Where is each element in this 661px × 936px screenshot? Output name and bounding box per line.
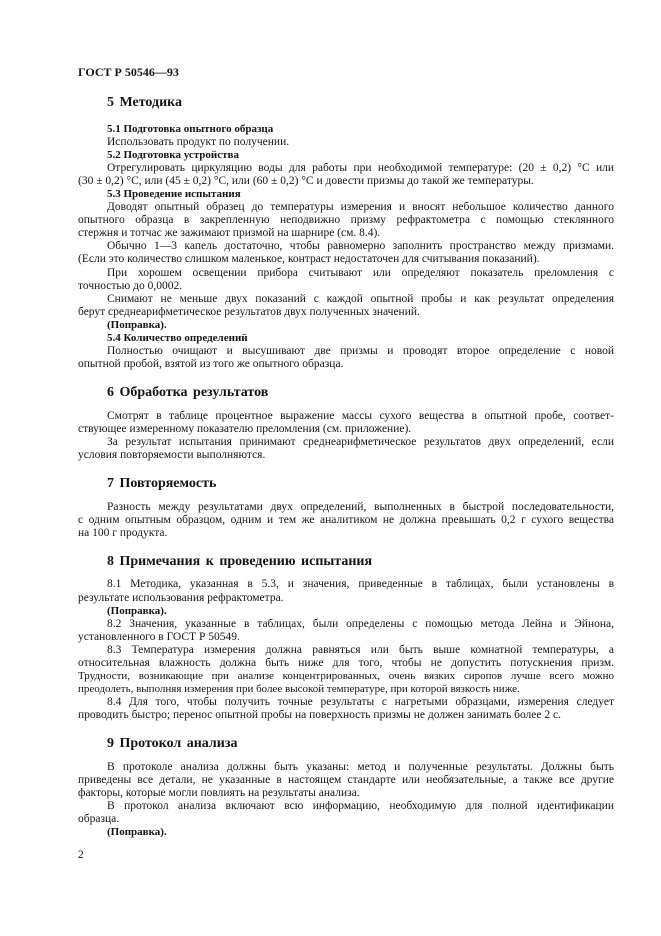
section-repeatability xyxy=(78,477,614,540)
paragraph-line: Трудности, возникающие при анализе концентрированных, очень вязких сиропов лучше всего можно xyxy=(78,670,614,683)
paragraph xyxy=(78,436,614,462)
paragraph-line: За результат испытания принимают среднеарифметическое результатов двух определений, если xyxy=(107,435,614,448)
paragraph-line: Отрегулировать циркуляцию воды для работы при необходимой температуре: (20 ± 0,2) °C или xyxy=(107,161,614,174)
paragraph-line: Обычно 1—3 капель достаточно, чтобы равномерно заполнить пространство между призмами. xyxy=(107,240,614,253)
paragraph xyxy=(78,345,614,371)
correction-note: (Поправка). xyxy=(107,318,167,331)
paragraph-line: точностью до 0,0002. xyxy=(78,279,183,292)
paragraph-line: результате использования рефрактометра. xyxy=(78,591,284,604)
paragraph-line: 8.4 Для того, чтобы получить точные результаты с нагретыми образцами, измерения следует xyxy=(107,696,614,709)
paragraph-line: установленного в ГОСТ Р 50549. xyxy=(78,630,240,643)
paragraph-line: приведены все детали, не указанные в настоящем стандарте или необязательные, а также все другие xyxy=(78,774,614,787)
section-heading: 9 Протокол анализа xyxy=(107,736,238,752)
paragraph-line: Полностью очищают и высушивают две призмы и проводят второе определение с новой xyxy=(107,345,614,358)
paragraph xyxy=(78,696,614,722)
paragraph-line: 8.3 Температура измерения должна равняться или быть выше комнатной температуры, а xyxy=(107,643,614,656)
paragraph-line: В протокол анализа включают всю информацию, необходимую для полной идентификации xyxy=(107,800,614,813)
paragraph-line: относительная влажность должна быть ниже для того, чтобы не допустить потускнения призм. xyxy=(78,657,614,669)
paragraph xyxy=(78,800,614,826)
paragraph-line: 8.1 Методика, указанная в 5.3, и значения, приведенные в таблицах, были установлены в xyxy=(107,578,614,591)
paragraph-line: факторы, которые могли повлиять на результаты анализа. xyxy=(78,787,360,800)
subsection-heading: 5.3 Проведение испытания xyxy=(107,187,241,200)
paragraph xyxy=(78,162,614,188)
section-heading: 8 Примечания к проведению испытания xyxy=(107,553,373,569)
paragraph xyxy=(78,410,614,436)
section-methodology xyxy=(78,96,614,372)
section-results-processing xyxy=(78,386,614,462)
paragraph xyxy=(78,578,614,604)
paragraph-line: опытной пробой, взятой из того же опытного образца. xyxy=(78,358,344,371)
paragraph-line: При хорошем освещении прибора считывают или определяют показатель преломления с xyxy=(107,266,614,279)
paragraph-line: 8.2 Значения, указанные в таблицах, были определены с помощью метода Лейна и Эйнона, xyxy=(107,617,614,630)
paragraph-line: на 100 г продукта. xyxy=(78,526,168,539)
paragraph-line: условия повторяемости выполняются. xyxy=(78,449,266,462)
paragraph-line: берут среднеарифметическое результатов двух полученных значений. xyxy=(78,305,420,318)
paragraph-line: образца. xyxy=(78,813,120,826)
paragraph xyxy=(78,136,614,149)
subsection-heading: 5.1 Подготовка опытного образца xyxy=(107,122,274,135)
paragraph-line: ствующее измеренному показателю преломления (см. приложение). xyxy=(78,422,412,435)
paragraph xyxy=(78,201,614,240)
paragraph-line: преодолеть, выполняя измерения при более высокой температуре, при которой вязкость ниже. xyxy=(78,683,520,696)
section-heading: 6 Обработка результатов xyxy=(107,385,269,401)
section-heading: 5 Методика xyxy=(107,94,183,110)
paragraph-line: (30 ± 0,2) °C, или (45 ± 0,2) °C, или (60 ± 0,2) °C и довести призмы до такой же температуры. xyxy=(78,174,534,187)
paragraph-line: Доводят опытный образец до температуры измерения и вносят небольшое количество данного xyxy=(107,201,614,214)
section-heading: 7 Повторяемость xyxy=(107,476,217,492)
section-analysis-report xyxy=(78,737,614,839)
paragraph-line: опытного образца в закрепленную неподвижно призму рефрактометра с помощью стеклянного xyxy=(78,214,614,227)
section-test-notes xyxy=(78,555,614,723)
correction-note: (Поправка). xyxy=(107,604,167,617)
paragraph-line: В протоколе анализа должны быть указаны: метод и полученные результаты. Должны быть xyxy=(107,760,614,773)
paragraph-line: Разность между результатами двух определений, выполненных в быстрой последовательности, xyxy=(107,500,614,513)
paragraph xyxy=(78,644,614,696)
paragraph xyxy=(78,761,614,800)
paragraph-line: стержня и тотчас же зажимают призмой на шарнире (см. 8.4). xyxy=(78,227,381,240)
paragraph xyxy=(78,267,614,293)
paragraph-line: проводить быстро; перенос опытной пробы на поверхность призмы не должен занимать более 2 с. xyxy=(78,709,561,722)
paragraph-line: Снимают не меньше двух показаний с каждой опытной пробы и как результат определения xyxy=(107,292,614,305)
paragraph-line: с одним опытным образцом, одним и тем же аналитиком не должна превышать 0,2 г сухого вещества xyxy=(78,513,614,526)
subsection-heading: 5.4 Количество определений xyxy=(107,332,248,344)
paragraph xyxy=(78,293,614,319)
paragraph-line: Смотрят в таблице процентное выражение массы сухого вещества в опытной пробе, соответ- xyxy=(107,409,614,422)
page-number: 2 xyxy=(78,848,84,861)
correction-note: (Поправка). xyxy=(107,826,167,839)
paragraph-line: Использовать продукт по получении. xyxy=(107,135,290,148)
paragraph xyxy=(78,240,614,266)
paragraph xyxy=(78,501,614,540)
paragraph xyxy=(78,618,614,644)
subsection-heading: 5.2 Подготовка устройства xyxy=(107,148,239,161)
paragraph-line: (Если это количество слишком маленькое, контраст недостаточен для считывания показаний). xyxy=(78,253,540,266)
document-page xyxy=(78,66,614,840)
document-code: ГОСТ Р 50546—93 xyxy=(78,64,179,79)
